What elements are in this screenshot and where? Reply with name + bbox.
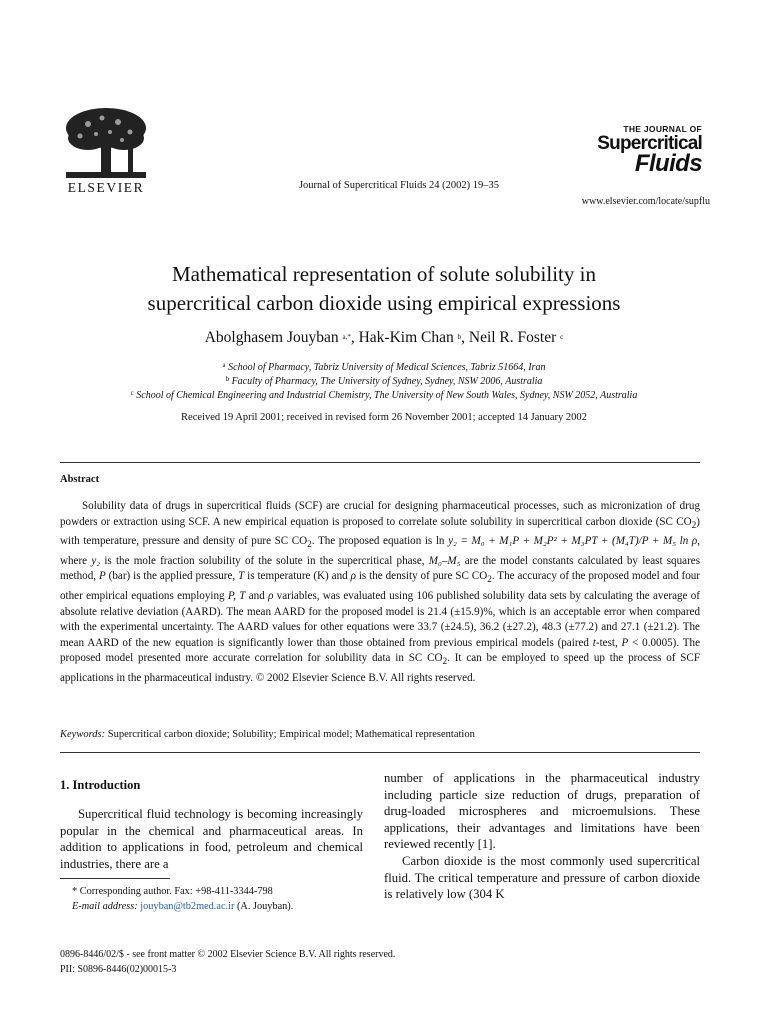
journal-logo [578,124,702,175]
publisher-name: ELSEVIER [67,180,145,195]
journal-logo-line3: Fluids [634,150,702,177]
divider [60,752,700,753]
corresponding-author: * Corresponding author. Fax: +98-411-3344-798 [72,886,273,897]
paragraph: Carbon dioxide is the most commonly used supercritical fluid. The critical temperature and pressure of carbon dioxide is relatively low (304 K [384,853,700,902]
author-list: Abolghasem Jouyban $^{a,*}$, Hak-Kim Chan $^b$, Neil R. Foster $^c$ [204,329,564,346]
footnote-rule [60,878,170,879]
author-mark: c [560,333,564,341]
journal-url[interactable]: www.elsevier.com/locate/supflu [581,196,710,207]
keywords-label: Keywords: [60,729,106,740]
copyright-block [60,947,395,977]
section-heading: 1. Introduction [60,778,141,792]
author-mark: a,* [342,333,351,341]
email-label: E-mail address: [72,901,138,912]
intro-right-column [384,770,700,903]
author-name: Hak-Kim Chan [358,329,454,346]
email-link[interactable]: jouyban@tb2med.ac.ir [140,901,235,912]
elsevier-tree-logo [58,104,154,182]
affiliation-mark: a [222,361,226,369]
divider [60,462,700,463]
affiliation-text: School of Chemical Engineering and Industrial Chemistry, The University of New South Wales, Sydney, NSW 2052, Australia [136,390,638,401]
issn-line: 0896-8446/02/$ - see front matter © 2002 Elsevier Science B.V. All rights reserved. [60,949,396,960]
keywords-text: Supercritical carbon dioxide; Solubility; Empirical model; Mathematical representation [105,729,475,740]
pii-line: PII: S0896-8446(02)00015-3 [60,964,177,975]
footnote: * Corresponding author. Fax: +98-411-3344-798 E-mail address: jouyban@tb2med.ac.ir (A. Jouyban). [60,884,363,914]
abstract-heading: Abstract [60,474,100,485]
author-mark: b [457,333,462,341]
paragraph: number of applications in the pharmaceutical industry including particle size reduction of drugs, preparation of drug-loaded microspheres and microemulsions. These applications, their advantages and limitations have been reviewed recently [1]. [384,771,700,852]
author-name: Neil R. Foster [468,329,557,346]
abstract-body: Solubility data of drugs in supercritical fluids (SCF) are crucial for designing pharmaceutical processes, such as micronization of drug powders or extraction using SCF. A new empirical equation is proposed to correlate solute solubility in supercritical carbon dioxide (SC $CO_2$) with temperature, pressure and density of pure SC $CO_2$. The proposed equation is ln y₂ = M₀ + M₁P + M₂P² + M₃PT + (M₄T)/P + M₅ ln ρ, where y₂ is the mole fraction solubility of the solute in the supercritical phase, M₀–M₅ are the model constants calculated by least squares method, P (bar) is the applied pressure, T is temperature (K) and ρ is the density of pure SC $CO_2$. The accuracy of the proposed model and four other empirical equations employing P, T and ρ variables, was evaluated using 106 published solubility data sets by calculating the average of absolute relative deviation (AARD). The mean AARD for the proposed model is 21.4 (±15.9)%, which is an acceptable error when compared with the experimental uncertainty. The AARD values for other equations were 33.7 (±24.5), 36.2 (±27.2), 48.3 (±77.2) and 27.1 (±21.2). The mean AARD of the new equation is significantly lower than those obtained from previous empirical models (paired t-test, P < 0.0005). The proposed model presented more accurate correlation for solubility data in SC $CO_2$. It can be employed to speed up the process of SCF applications in the pharmaceutical industry. © 2002 Elsevier Science B.V. All rights reserved. [60,500,701,684]
journal-logo-line2: Supercritical [597,133,702,154]
journal-reference: Journal of Supercritical Fluids 24 (2002) 19–35 [298,180,500,191]
received-dates: Received 19 April 2001; received in revised form 26 November 2001; accepted 14 January 2002 [181,412,587,423]
affiliation-text: Faculty of Pharmacy, The University of Sydney, Sydney, NSW 2006, Australia [231,376,543,387]
affiliation [40,375,728,387]
title-line-2: supercritical carbon dioxide using empirical expressions [147,291,621,315]
title-line-1: Mathematical representation of solute solubility in [172,262,596,286]
journal-logo-line1: THE JOURNAL OF [623,124,702,134]
author-name: Abolghasem Jouyban [204,329,339,346]
intro-left-column: Supercritical fluid technology is becoming increasingly popular in the chemical and pharmaceutical areas. In addition to applications in food, petroleum and chemical industries, there are a [60,807,363,871]
keywords [60,729,700,740]
paper-title [60,260,708,318]
equation: y₂ = M₀ + M₁P + M₂P² + M₃PT + (M₄T)/P + M₅ ln ρ [448,535,698,548]
affiliation [40,389,728,401]
affiliation-text: School of Pharmacy, Tabriz University of Medical Sciences, Tabriz 51664, Iran [228,362,546,373]
affiliation-mark: b [225,375,230,383]
affiliation-mark: c [130,389,134,397]
affiliation [40,361,728,373]
